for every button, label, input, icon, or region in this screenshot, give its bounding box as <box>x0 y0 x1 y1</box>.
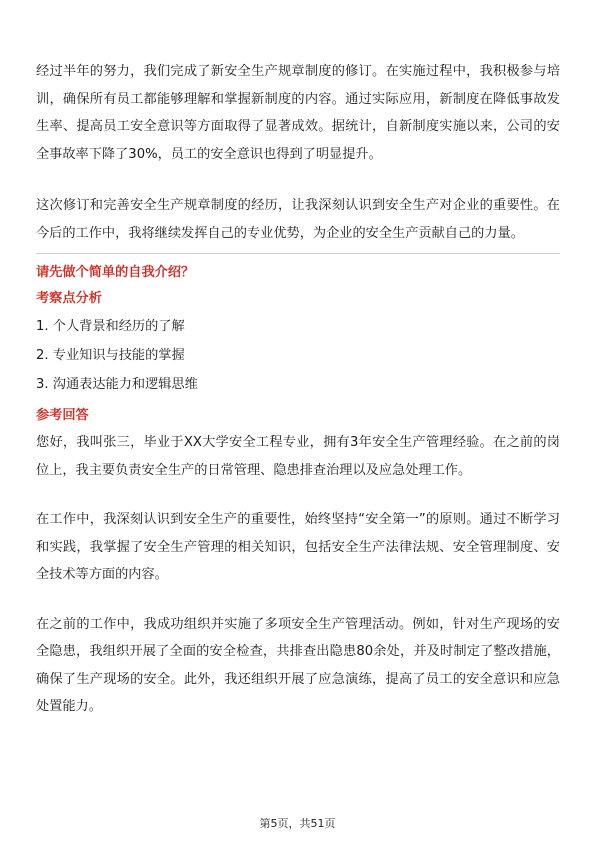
intro-paragraph-1: 经过半年的努力，我们完成了新安全生产规章制度的修订。在实施过程中，我积极参与培训，确保所有员工都能够理解和掌握新制度的内容。通过实际应用，新制度在降低事故发生率、提高员工安全意识等方面取得了显著成效。据统计，自新制度实施以来，公司的安全事故率下降了30%，员工的安全意识也得到了明显提升。 <box>36 64 560 162</box>
answer-paragraph-2: 在工作中，我深刻认识到安全生产的重要性，始终坚持“安全第一”的原则。通过不断学习和实践，我掌握了安全生产管理的相关知识，包括安全生产法律法规、安全管理制度、安全技术等方面的内容。 <box>36 512 560 582</box>
paragraph-spacer <box>36 589 560 611</box>
paragraph-spacer <box>36 484 560 506</box>
document-page <box>36 58 560 721</box>
question-heading: 请先做个简单的自我介绍？ <box>36 265 195 280</box>
paragraph-spacer <box>36 168 560 192</box>
answer-label: 参考回答 <box>36 408 89 423</box>
answer-paragraph-1: 您好，我叫张三，毕业于XX大学安全工程专业，拥有3年安全生产管理经验。在之前的岗位上，我主要负责安全生产的日常管理、隐患排查治理以及应急处理工作。 <box>36 435 560 478</box>
analysis-item-3: 3. 沟通表达能力和逻辑思维 <box>36 377 198 392</box>
analysis-item-2: 2. 专业知识与技能的掌握 <box>36 348 185 363</box>
answer-paragraph-3: 在之前的工作中，我成功组织并实施了多项安全生产管理活动。例如，针对生产现场的安全隐患，我组织开展了全面的安全检查，共排查出隐患80余处，并及时制定了整改措施，确保了生产现场的安全。此外，我还组织开展了应急演练，提高了员工的安全意识和应急处置能力。 <box>36 616 560 714</box>
analysis-list <box>36 312 560 399</box>
section-divider <box>36 253 560 254</box>
analysis-item-1: 1. 个人背景和经历的了解 <box>36 319 185 334</box>
intro-paragraph-2: 这次修订和完善安全生产规章制度的经历，让我深刻认识到安全生产对企业的重要性。在今后的工作中，我将继续发挥自己的专业优势，为企业的安全生产贡献自己的力量。 <box>36 198 560 241</box>
page-number: 第5页，共51页 <box>259 817 336 830</box>
analysis-label: 考察点分析 <box>36 291 102 306</box>
